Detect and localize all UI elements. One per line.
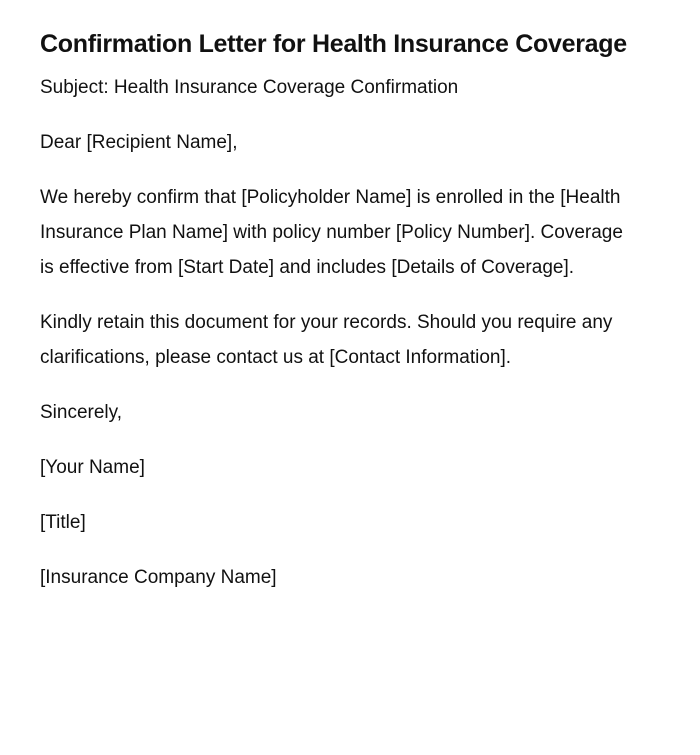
subject-line: Subject: Health Insurance Coverage Confirmation — [40, 77, 459, 98]
closing: Sincerely, — [40, 402, 123, 423]
greeting: Dear [Recipient Name], — [40, 132, 238, 153]
body-paragraph-1: We hereby confirm that [Policyholder Name] is enrolled in the [Health Insurance Plan Name] with policy number [Policy Number]. Coverage is effective from [Start Date] and includes [Details of Coverage]. — [40, 187, 623, 278]
company-name: [Insurance Company Name] — [40, 567, 277, 588]
signer-name: [Your Name] — [40, 457, 145, 478]
body-paragraph-2: Kindly retain this document for your records. Should you require any clarifications, please contact us at [Contact Information]. — [40, 312, 613, 368]
signer-title: [Title] — [40, 512, 86, 533]
letter-title: Confirmation Letter for Health Insurance Coverage — [40, 30, 627, 58]
